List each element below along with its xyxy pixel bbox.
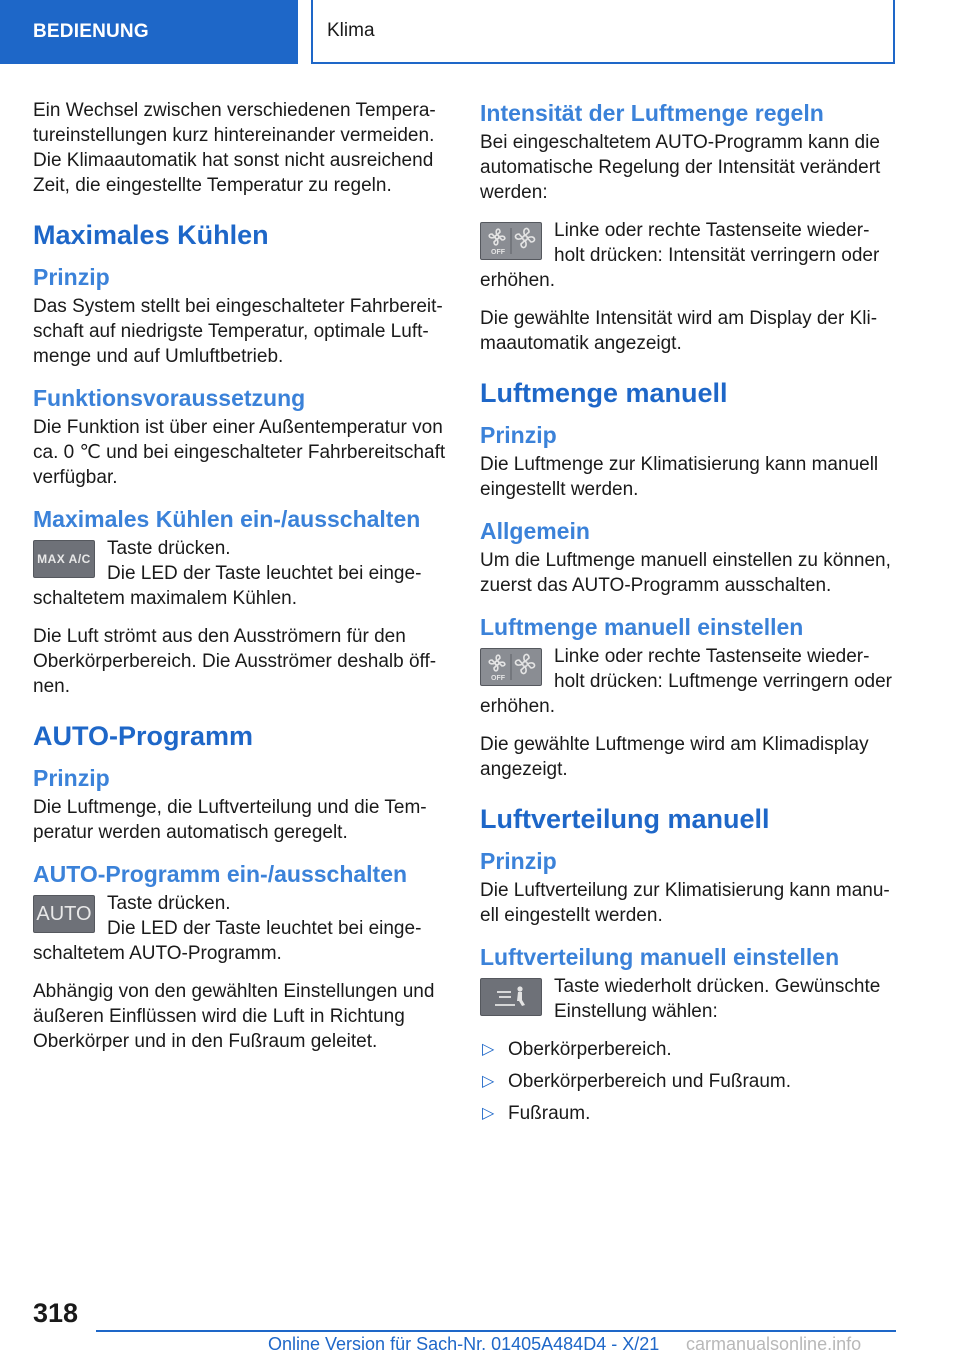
manual-set-instruction	[480, 644, 900, 719]
paragraph-max-air: Die Luft strömt aus den Ausströmern für den Oberkörperbereich. Die Ausströmer deshalb öff-nen.	[33, 626, 437, 697]
page-number: 318	[33, 1298, 79, 1328]
paragraph-max-prinzip: Das System stellt bei eingeschalteter Fahrbereit-schaft auf niedrigste Temperatur, optimale Luft-menge und auf Umluftbetrieb.	[33, 296, 443, 367]
list-item-text: Oberkörperbereich und Fußraum.	[508, 1071, 792, 1092]
paragraph-auto-prinzip: Die Luftmenge, die Luftverteilung und die Tem-peratur werden automatisch geregelt.	[33, 797, 427, 843]
list-item	[480, 1101, 900, 1126]
paragraph-intens-display: Die gewählte Intensität wird am Display der Kli-maautomatik angezeigt.	[480, 308, 878, 354]
manual-set-btn-text: Linke oder rechte Tastenseite wieder-holt drücken: Luftmenge verringern oder erhöhen.	[480, 646, 892, 717]
intens-btn-text: Linke oder rechte Tastenseite wieder-holt drücken: Intensität verringern oder erhöhen.	[480, 220, 880, 291]
heading-dist-set: Luftverteilung manuell einstellen	[480, 944, 840, 970]
footer-online-version: Online Version für Sach-Nr. 01405A484D4 - X/21	[268, 1334, 660, 1354]
right-column	[480, 98, 900, 1133]
heading-luftmenge-manuell: Luftmenge manuell	[480, 378, 728, 408]
heading-allgemein: Allgemein	[480, 518, 590, 544]
fan-off-label: OFF	[491, 675, 505, 682]
heading-auto-prinzip: Prinzip	[33, 765, 110, 791]
footer-watermark: carmanualsonline.info	[686, 1334, 862, 1354]
chapter-header: Klima	[311, 0, 895, 64]
paragraph-allgemein: Um die Luftmenge manuell einstellen zu können, zuerst das AUTO-Programm ausschalten.	[480, 550, 891, 596]
heading-funktionsvoraussetzung: Funktionsvoraussetzung	[33, 385, 306, 411]
max-toggle-line2: Die LED der Taste leuchtet bei einge-schaltetem maximalem Kühlen.	[33, 563, 422, 609]
heading-luftverteilung-manuell: Luftverteilung manuell	[480, 804, 770, 834]
max-ac-button-icon	[33, 540, 95, 578]
paragraph-manual-prinzip: Die Luftmenge zur Klimatisierung kann manuell eingestellt werden.	[480, 454, 879, 500]
max-toggle-line1: Taste drücken.	[107, 538, 231, 559]
fan-icon	[482, 650, 540, 684]
air-distribution-icon	[491, 983, 531, 1011]
dist-set-instruction	[480, 974, 900, 1024]
heading-intensitaet: Intensität der Luftmenge regeln	[480, 100, 824, 126]
list-item	[480, 1037, 900, 1062]
fan-button-icon	[480, 222, 542, 260]
heading-dist-prinzip: Prinzip	[480, 848, 557, 874]
list-item	[480, 1069, 900, 1094]
heading-auto-programm: AUTO-Programm	[33, 721, 254, 751]
section-header: BEDIENUNG	[0, 0, 298, 64]
triangle-bullet-icon: ▷	[482, 1105, 495, 1122]
paragraph-auto-dep: Abhängig von den gewählten Einstellungen und äußeren Einflüssen wird die Luft in Richtung Oberkörper und in den Fußraum geleitet.	[33, 981, 435, 1052]
intens-instruction	[480, 218, 900, 293]
dist-set-btn-text: Taste wiederholt drücken. Gewünschte Einstellung wählen:	[554, 976, 881, 1022]
fan-icon	[482, 224, 540, 258]
heading-prinzip: Prinzip	[33, 264, 110, 290]
fan-button-icon-2	[480, 648, 542, 686]
max-ac-button-label: MAX A/C	[37, 551, 91, 566]
max-ac-instruction	[33, 536, 451, 611]
list-item-text: Fußraum.	[508, 1103, 591, 1124]
auto-instruction	[33, 891, 451, 966]
heading-maximales-kuehlen: Maximales Kühlen	[33, 220, 269, 250]
left-column	[33, 98, 451, 1067]
heading-auto-toggle: AUTO-Programm ein-/ausschalten	[33, 861, 408, 887]
distribution-options-list	[480, 1037, 900, 1126]
intro-text: Ein Wechsel zwischen verschiedenen Tempera-tureinstellungen kurz hintereinander vermeiden. Die Klimaautomatik hat sonst nicht ausreichend Zeit, die eingestellte Temperatur zu regeln.	[33, 100, 436, 196]
triangle-bullet-icon: ▷	[482, 1073, 495, 1090]
list-item-text: Oberkörperbereich.	[508, 1039, 672, 1060]
heading-manual-set: Luftmenge manuell einstellen	[480, 614, 804, 640]
auto-button-label: AUTO	[36, 902, 92, 925]
triangle-bullet-icon: ▷	[482, 1041, 495, 1058]
paragraph-funktion: Die Funktion ist über einer Außentemperatur von ca. 0 ℃ und bei eingeschalteter Fahrbereitschaft verfügbar.	[33, 417, 446, 488]
heading-manual-prinzip: Prinzip	[480, 422, 557, 448]
auto-toggle-line1: Taste drücken.	[107, 893, 231, 914]
air-distribution-button-icon	[480, 978, 542, 1016]
footer-divider	[96, 1330, 896, 1332]
auto-toggle-line2: Die LED der Taste leuchtet bei einge-schaltetem AUTO-Programm.	[33, 918, 422, 964]
paragraph-manual-set-display: Die gewählte Luftmenge wird am Klimadisplay angezeigt.	[480, 734, 869, 780]
paragraph-dist-prinzip: Die Luftverteilung zur Klimatisierung kann manu-ell eingestellt werden.	[480, 880, 890, 926]
fan-off-label: OFF	[491, 249, 505, 256]
auto-button-icon	[33, 895, 95, 933]
paragraph-intens: Bei eingeschaltetem AUTO-Programm kann die automatische Regelung der Intensität verändert werden:	[480, 132, 881, 203]
heading-max-toggle: Maximales Kühlen ein-/ausschalten	[33, 506, 421, 532]
